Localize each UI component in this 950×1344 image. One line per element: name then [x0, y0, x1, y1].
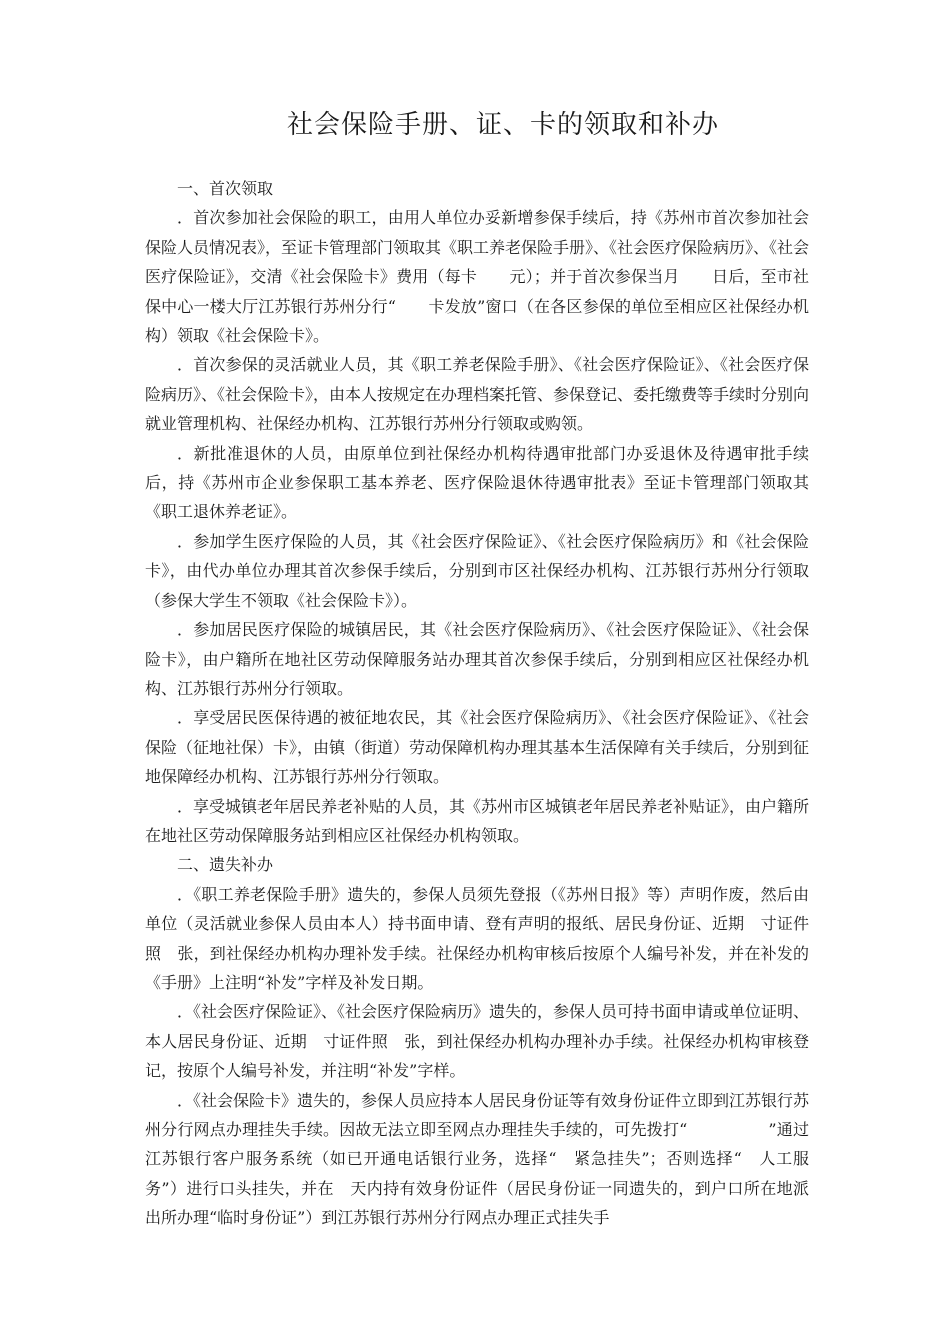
paragraph: ．《社会医疗保险证》、《社会医疗保险病历》遗失的，参保人员可持书面申请或单位证明、本人居民身份证、近期 寸证件照 张，到社保经办机构办理补办手续。社保经办机构审核登记，按原个人编号补发，并注明“补发”字样。: [145, 1002, 810, 1081]
section-heading-first-collection: 一、首次领取: [177, 179, 274, 198]
document-body: [145, 174, 809, 1233]
paragraph: ．参加学生医疗保险的人员，其《社会医疗保险证》、《社会医疗保险病历》和《社会保险卡》，由代办单位办理其首次参保手续后，分别到市区社保经办机构、江苏银行苏州分行领取（参保大学生不领取《社会保险卡》）。: [145, 531, 809, 610]
paragraph: ．《职工养老保险手册》遗失的，参保人员须先登报（《苏州日报》等）声明作废，然后由单位（灵活就业参保人员由本人）持书面申请、登有声明的报纸、居民身份证、近期 寸证件照 张，到社保经办机构办理补发手续。社保经办机构审核后按原个人编号补发，并在补发的《手册》上注明“补发”字样及补发日期。: [145, 884, 809, 992]
document-title: 社会保险手册、证、卡的领取和补办: [286, 110, 719, 140]
paragraph: ．参加居民医疗保险的城镇居民，其《社会医疗保险病历》、《社会医疗保险证》、《社会保险卡》，由户籍所在地社区劳动保障服务站办理其首次参保手续后，分别到相应区社保经办机构、江苏银行苏州分行领取。: [145, 620, 809, 698]
paragraph: ．首次参保的灵活就业人员，其《职工养老保险手册》、《社会医疗保险证》、《社会医疗保险病历》、《社会保险卡》，由本人按规定在办理档案托管、参保登记、委托缴费等手续时分别向就业管理机构、社保经办机构、江苏银行苏州分行领取或购领。: [145, 355, 810, 434]
paragraph: ．享受城镇老年居民养老补贴的人员，其《苏州市区城镇老年居民养老补贴证》，由户籍所在地社区劳动保障服务站到相应区社保经办机构领取。: [145, 796, 810, 845]
section-heading-lost-replacement: 二、遗失补办: [177, 855, 274, 875]
paragraph: ．《社会保险卡》遗失的，参保人员应持本人居民身份证等有效身份证件立即到江苏银行苏州分行网点办理挂失手续。因故无法立即至网点办理挂失手续的，可先拨打“ ”通过江苏银行客户服务系统（如已开通电话银行业务，选择“ 紧急挂失”；否则选择“ 人工服务”）进行口头挂失，并在 天内持有效身份证件（居民身份证一同遗失的，到户口所在地派出所办理“临时身份证”）到江苏银行苏州分行网点办理正式挂失手: [145, 1090, 810, 1228]
paragraph: ．享受居民医保待遇的被征地农民，其《社会医疗保险病历》、《社会医疗保险证》、《社会保险（征地社保）卡》，由镇（街道）劳动保障机构办理其基本生活保障有关手续后，分别到征地保障经办机构、江苏银行苏州分行领取。: [145, 708, 810, 787]
paragraph: ．首次参加社会保险的职工，由用人单位办妥新增参保手续后，持《苏州市首次参加社会保险人员情况表》，至证卡管理部门领取其《职工养老保险手册》、《社会医疗保险病历》、《社会医疗保险证》，交清《社会保险卡》费用（每卡 元）；并于首次参保当月 日后，至市社保中心一楼大厅江苏银行苏州分行“ 卡发放”窗口（在各区参保的单位至相应区社保经办机构）领取《社会保险卡》。: [145, 208, 810, 346]
paragraph: ．新批准退休的人员，由原单位到社保经办机构待遇审批部门办妥退休及待遇审批手续后，持《苏州市企业参保职工基本养老、医疗保险退休待遇审批表》至证卡管理部门领取其《职工退休养老证》。: [145, 443, 809, 522]
